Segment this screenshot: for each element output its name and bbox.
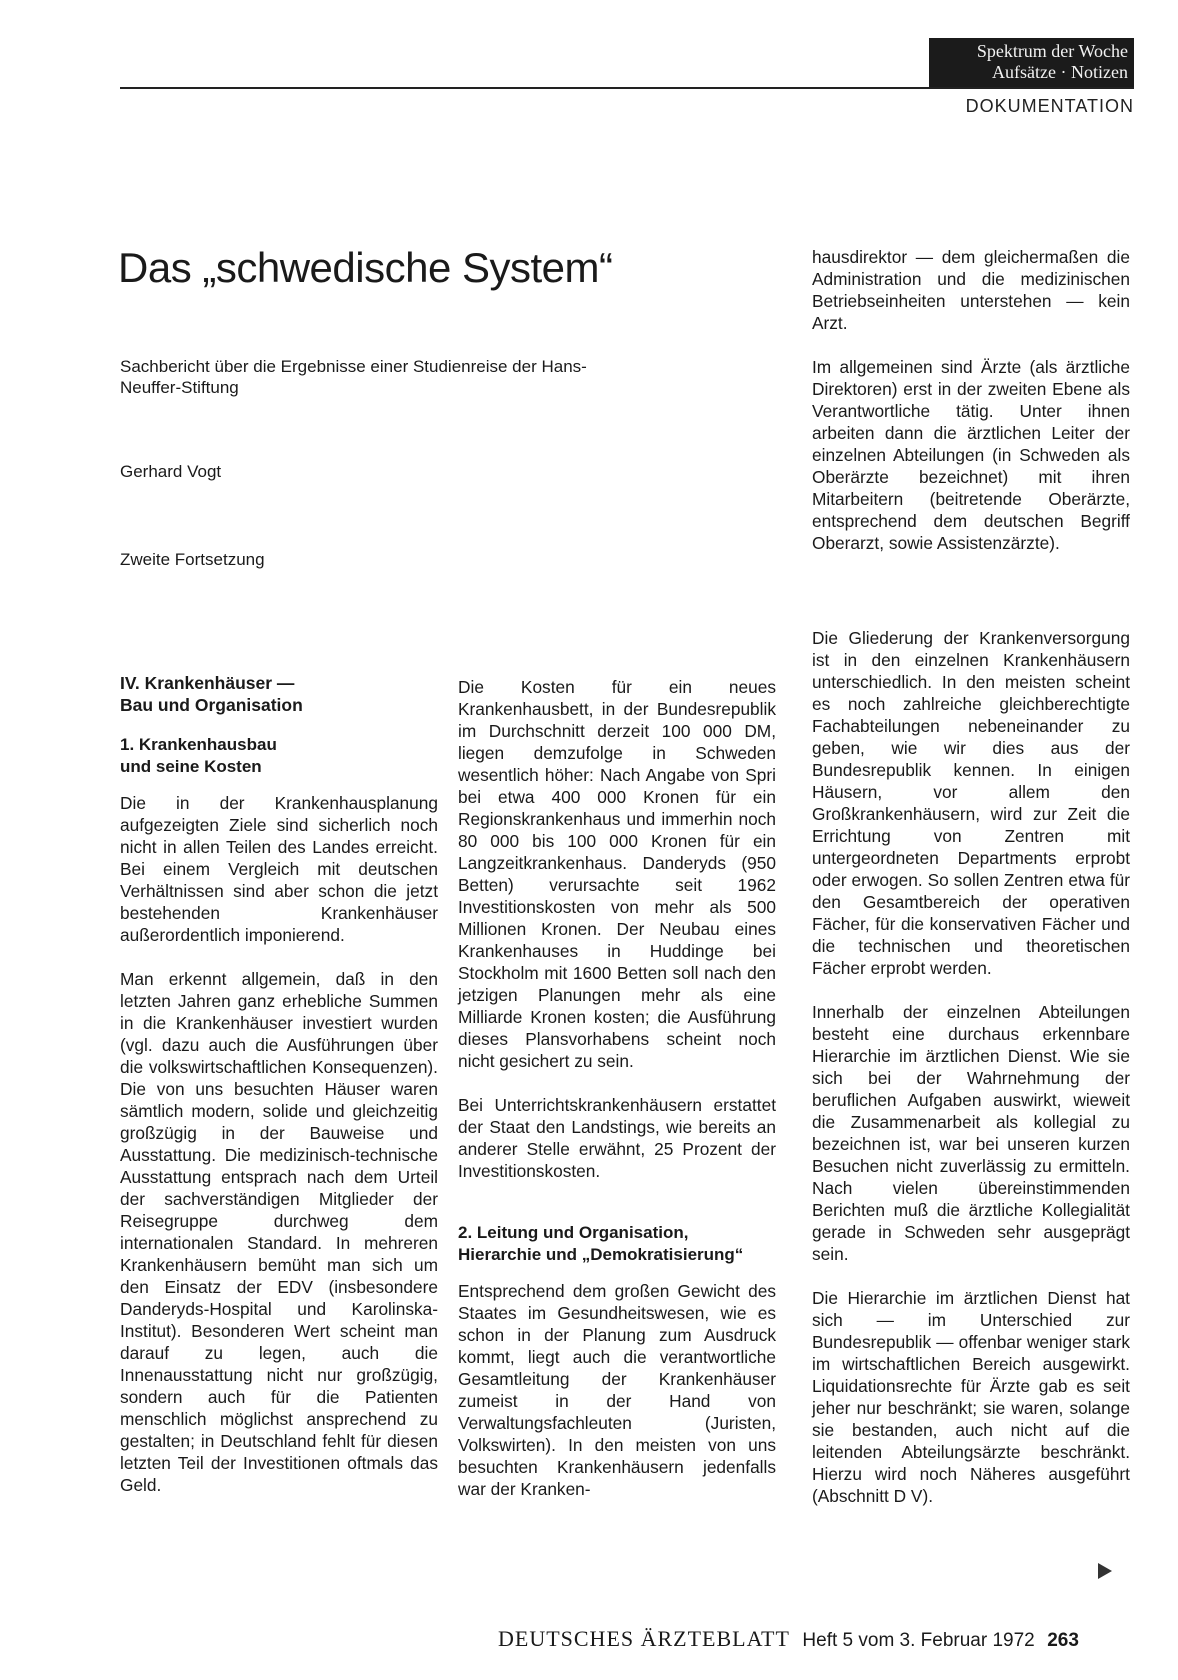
subsection-heading-line-2: und seine Kosten	[120, 757, 262, 776]
text-column-3-bottom	[812, 627, 1130, 1529]
article-author: Gerhard Vogt	[120, 462, 222, 481]
section-label: DOKUMENTATION	[965, 96, 1134, 116]
section-heading-line-1: IV. Krankenhäuser —	[120, 673, 295, 693]
subsection-heading	[120, 734, 438, 778]
journal-name: DEUTSCHES ÄRZTEBLATT	[498, 1626, 790, 1651]
article-subtitle: Sachbericht über die Ergebnisse einer Studienreise der Hans-Neuffer-Stiftung	[120, 357, 587, 397]
section-heading-line-2: Bau und Organisation	[120, 695, 303, 715]
header-rule	[120, 87, 1134, 89]
subsection-heading-line-1: 1. Krankenhausbau	[120, 735, 277, 754]
badge-line-1: Spektrum der Woche	[976, 41, 1128, 61]
text-column-2	[458, 676, 776, 1522]
paragraph: Im allgemeinen sind Ärzte (als ärztliche Direktoren) erst in der zweiten Ebene als Verantwortliche tätig. Unter ihnen arbeiten dann die ärztlichen Leiter der einzelnen Abteilungen (in Schweden als Oberärzte bezeichnet) mit ihren Mitarbeitern (beitretende Oberärzte, entsprechend dem deutschen Begriff Oberarzt, sowie Assistenzärzte).	[812, 357, 1130, 553]
paragraph: Man erkennt allgemein, daß in den letzten Jahren ganz erhebliche Summen in die Krankenhäuser investiert wurden (vgl. dazu auch die Ausführungen über die volkswirtschaftlichen Konsequenzen). Die von uns besuchten Häuser waren sämtlich modern, solide und gleichzeitig großzügig in der Bauweise und Ausstattung. Die medizinisch-technische Ausstattung entsprach nach dem Urteil der sachverständigen Mitglieder der Reisegruppe durchweg dem internationalen Standard. In mehreren Krankenhäusern bemüht man sich um den Einsatz der EDV (insbesondere Danderyds-Hospital und Karolinska-Institut). Besonderen Wert scheint man darauf zu legen, auch die Innenausstattung nicht nur großzügig, sondern auch für die Patienten menschlich möglichst ansprechend zu gestalten; in Deutschland fehlt für diesen letzten Teil der Investitionen oftmals das Geld.	[120, 969, 438, 1495]
page-footer	[498, 1626, 1079, 1652]
continuation-note: Zweite Fortsetzung	[120, 550, 265, 569]
section-badge	[929, 38, 1134, 88]
section-heading	[120, 672, 438, 716]
paragraph: Die Kosten für ein neues Krankenhausbett, in der Bundesrepublik im Durchschnitt derzeit 100 000 DM, liegen demzufolge in Schweden wesentlich höher: Nach Angabe von Spri bei etwa 400 000 Kronen für ein Regionskrankenhaus und immerhin noch 80 000 bis 100 000 Kronen für ein Langzeitkrankenhaus. Danderyds (950 Betten) verursachte seit 1962 Investitionskosten von mehr als 500 Millionen Kronen. Der Neubau eines Krankenhauses in Huddinge bei Stockholm mit 1600 Betten soll nach den jetzigen Planungen mehr als eine Milliarde Kronen kosten; die Ausführung dieses Plansvorhabens scheint noch nicht gesichert zu sein.	[458, 677, 776, 1071]
subsection-heading	[458, 1222, 776, 1266]
paragraph: Innerhalb der einzelnen Abteilungen besteht eine durchaus erkennbare Hierarchie im ärztlichen Dienst. Wie sie sich bei der Wahrnehmung der beruflichen Aufgaben auswirkt, wieweit die Zusammenarbeit als kollegial zu bezeichnen ist, war bei unseren kurzen Besuchen nicht zuverlässig zu ermitteln. Nach vielen übereinstimmenden Berichten muß die ärztliche Kollegialität gerade in Schweden sehr ausgeprägt sein.	[812, 1002, 1130, 1264]
paragraph: Die Hierarchie im ärztlichen Dienst hat sich — im Unterschied zur Bundesrepublik — offenbar weniger stark im wirtschaftlichen Bereich ausgewirkt. Liquidationsrechte für Ärzte gab es seit jeher nur beschränkt; sie waren, solange sie bestanden, auch nicht auf die leitenden Abteilungsärzte beschränkt. Hierzu wird noch Näheres ausgeführt (Abschnitt D V).	[812, 1288, 1130, 1506]
paragraph: Bei Unterrichtskrankenhäusern erstattet der Staat den Landstings, wie bereits an anderer Stelle erwähnt, 25 Prozent der Investitionskosten.	[458, 1095, 776, 1181]
text-column-1	[120, 672, 438, 1518]
badge-line-2: Aufsätze · Notizen	[992, 62, 1128, 82]
subsection-heading-line-2: Hierarchie und „Demokratisierung“	[458, 1245, 744, 1264]
continued-arrow-icon	[1098, 1563, 1112, 1579]
paragraph: Entsprechend dem großen Gewicht des Staates im Gesundheitswesen, wie es schon in der Planung zum Ausdruck kommt, liegt auch die verantwortliche Gesamtleitung der Krankenhäuser zumeist in der Hand von Verwaltungsfachleuten (Juristen, Volkswirten). In den meisten von uns besuchten Krankenhäusern jedenfalls war der Kranken-	[458, 1281, 776, 1499]
paragraph: Die in der Krankenhausplanung aufgezeigten Ziele sind sicherlich noch nicht in allen Teilen des Landes erreicht. Bei einem Vergleich mit deutschen Verhältnissen sind aber schon die jetzt bestehenden Krankenhäuser außerordentlich imponierend.	[120, 793, 438, 945]
page-number: 263	[1047, 1630, 1079, 1651]
issue-info: Heft 5 vom 3. Februar 1972	[802, 1630, 1035, 1651]
paragraph: hausdirektor — dem gleichermaßen die Administration und die medizinischen Betriebseinheiten unterstehen — kein Arzt.	[812, 247, 1130, 333]
subsection-heading-line-1: 2. Leitung und Organisation,	[458, 1223, 689, 1242]
paragraph: Die Gliederung der Krankenversorgung ist in den einzelnen Krankenhäusern unterschiedlich. In den meisten scheint es noch zahlreiche gleichberechtigte Fachabteilungen nebeneinander zu geben, wie wir dies aus der Bundesrepublik kennen. In einigen Häusern, vor allem den Großkrankenhäusern, wird zur Zeit die Errichtung von Zentren mit untergeordneten Departments erprobt oder erwogen. So sollen Zentren etwa für den Gesamtbereich der operativen Fächer, für die konservativen Fächer und die technischen und theoretischen Fächer erprobt werden.	[812, 628, 1130, 978]
text-column-3-top	[812, 246, 1130, 576]
article-title: Das „schwedische System“	[118, 244, 613, 291]
